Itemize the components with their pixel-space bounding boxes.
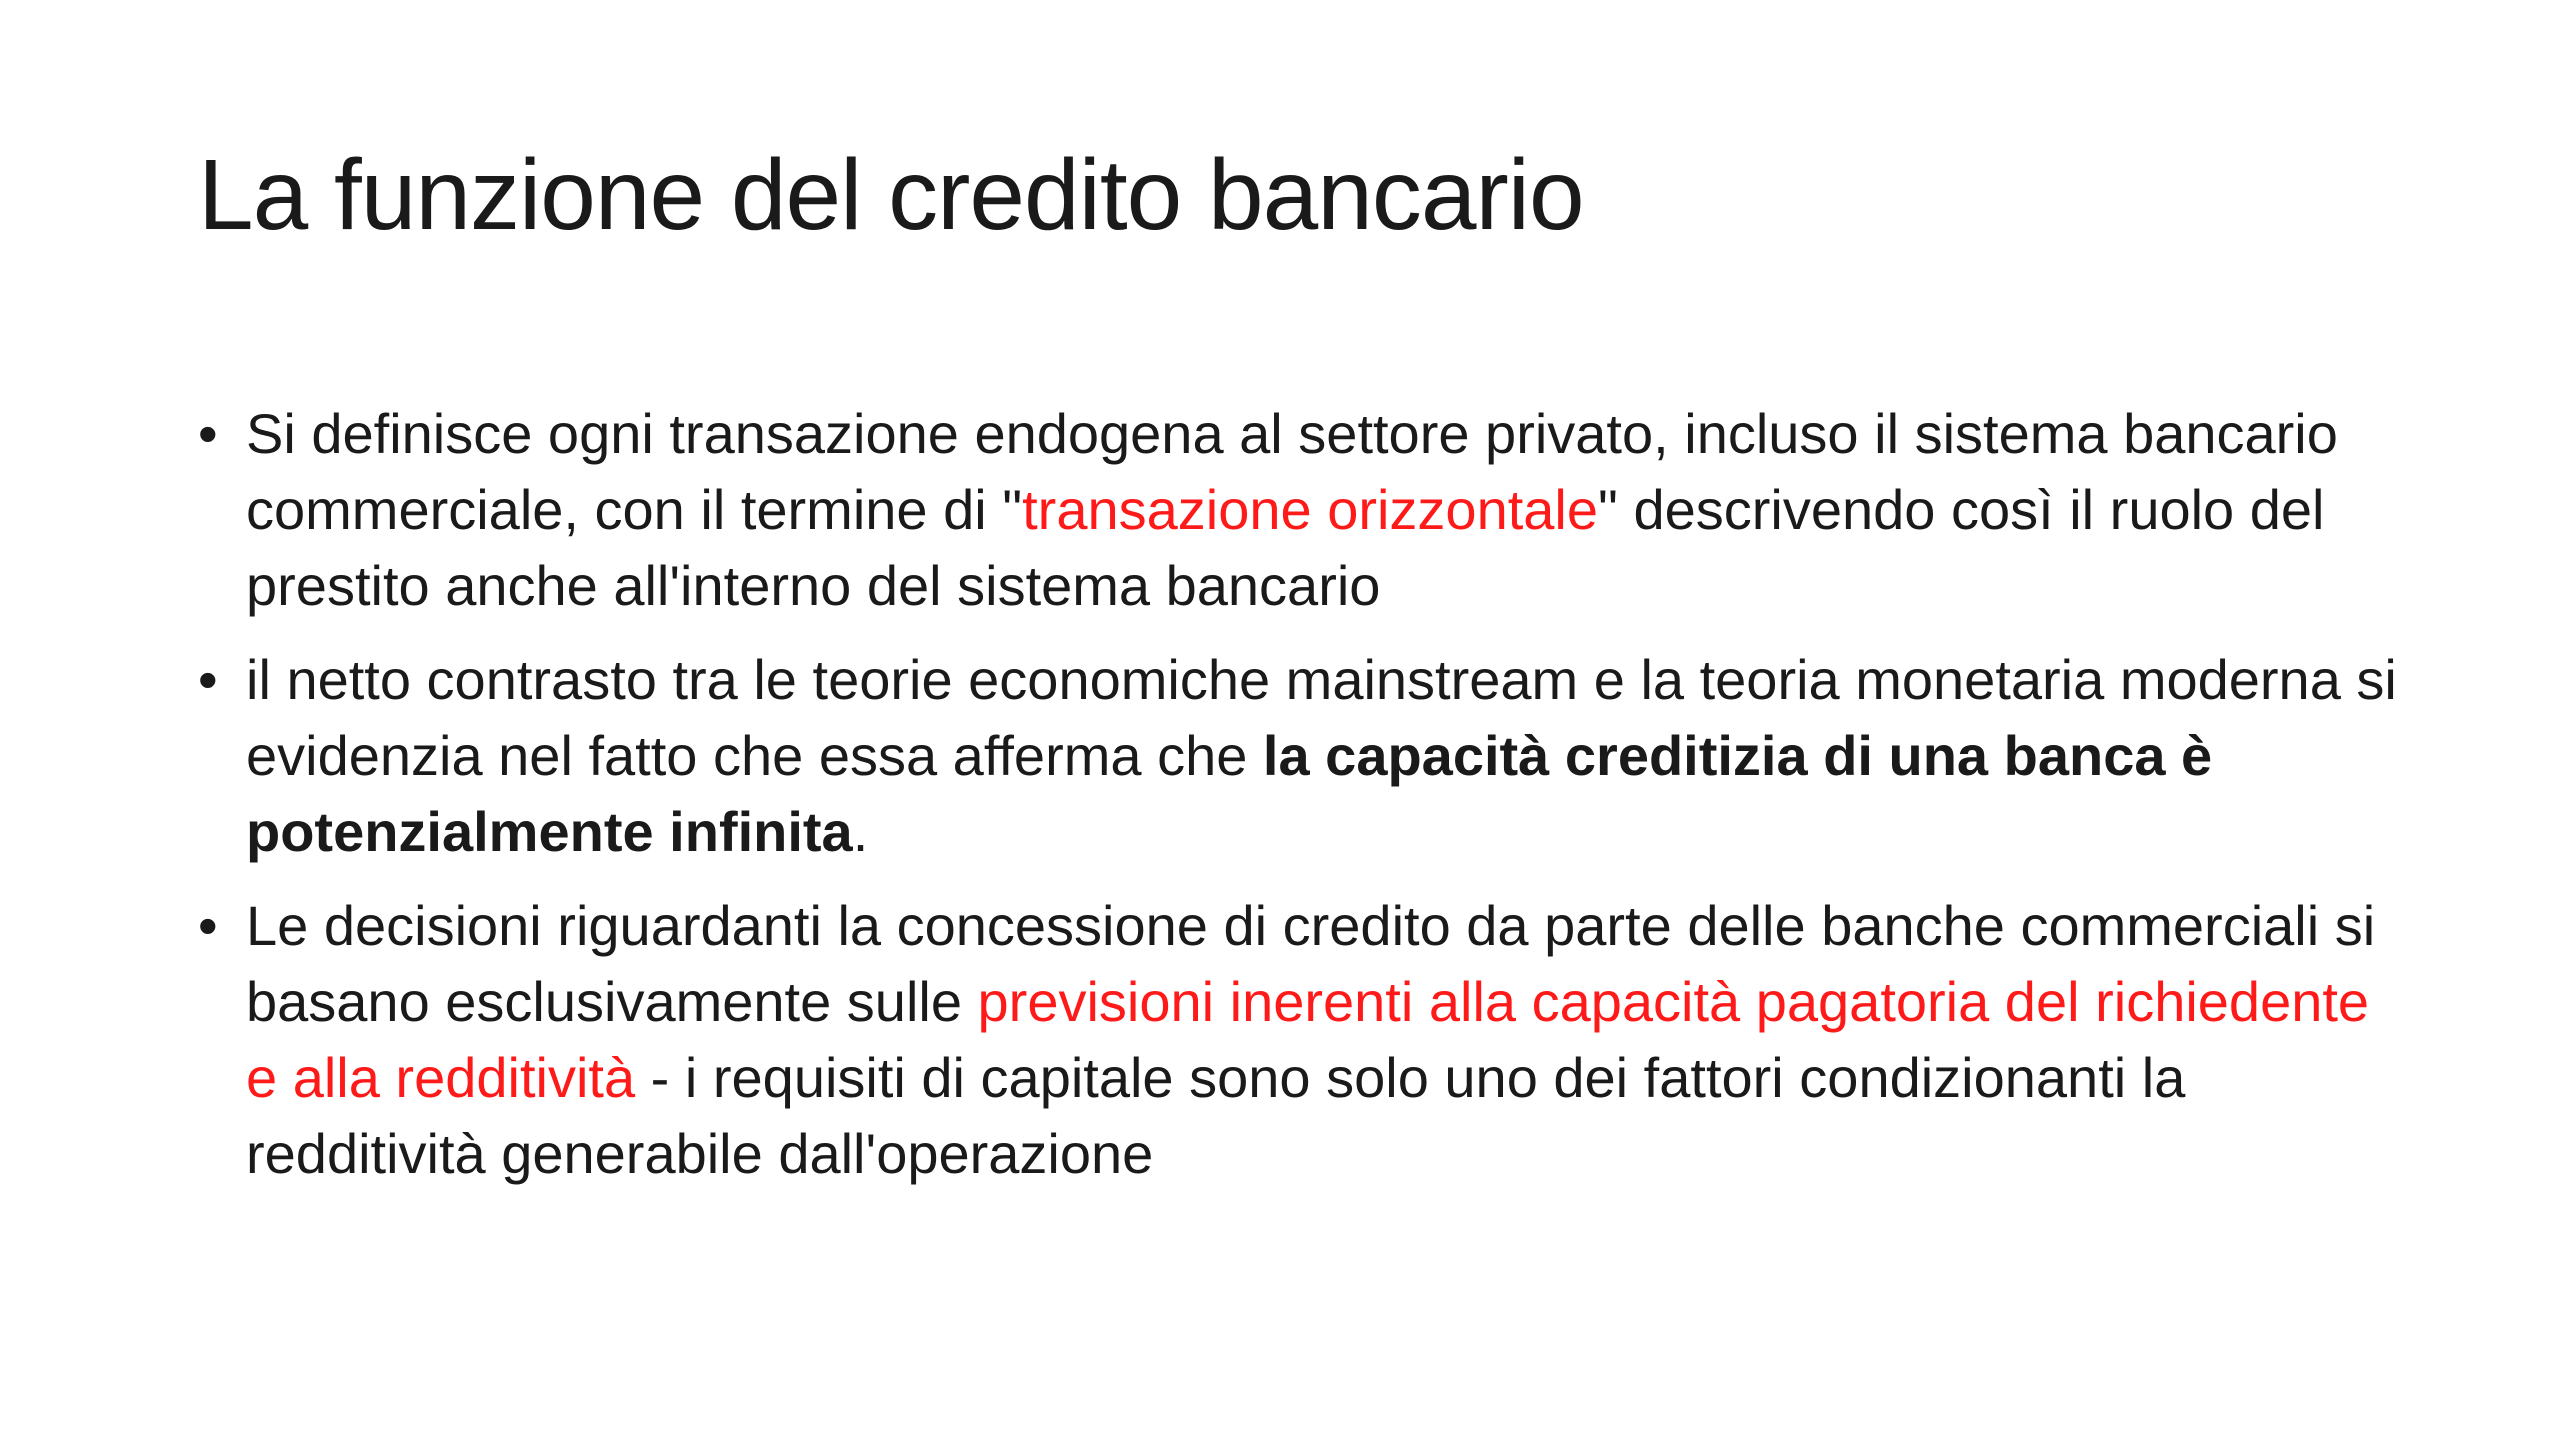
- bullet-text: Si definisce ogni transazione endogena al settore privato, incluso il sistema bancario commerciale, con il termine di ": [246, 402, 2338, 541]
- bullet-item: [198, 642, 2398, 870]
- bullet-item: [198, 888, 2398, 1192]
- slide-title: La funzione del credito bancario: [198, 139, 1584, 251]
- highlight-text: transazione orizzontale: [1022, 478, 1599, 541]
- bullet-text: - i requisiti di capitale sono solo uno dei fattori condizionanti la redditività generabile dall'operazione: [246, 1046, 2186, 1185]
- bullet-list: [198, 396, 2398, 1210]
- highlight-text: previsioni inerenti alla capacità pagatoria del richiedente e alla redditività: [246, 970, 2370, 1109]
- bullet-text: " descrivendo così il ruolo del prestito anche all'interno del sistema bancario: [246, 478, 2325, 617]
- bullet-dot-icon: •: [198, 894, 218, 957]
- bold-text: la capacità creditizia di una banca è potenzialmente infinita: [246, 724, 2213, 863]
- bullet-text: .: [852, 800, 869, 863]
- bullet-text: il netto contrasto tra le teorie economiche mainstream e la teoria monetaria moderna si evidenzia nel fatto che essa afferma che: [246, 648, 2397, 787]
- bullet-text: Le decisioni riguardanti la concessione di credito da parte delle banche commerciali si basano esclusivamente sulle: [246, 894, 2376, 1033]
- bullet-dot-icon: •: [198, 648, 218, 711]
- bullet-item: [198, 396, 2398, 624]
- bullet-dot-icon: •: [198, 402, 218, 465]
